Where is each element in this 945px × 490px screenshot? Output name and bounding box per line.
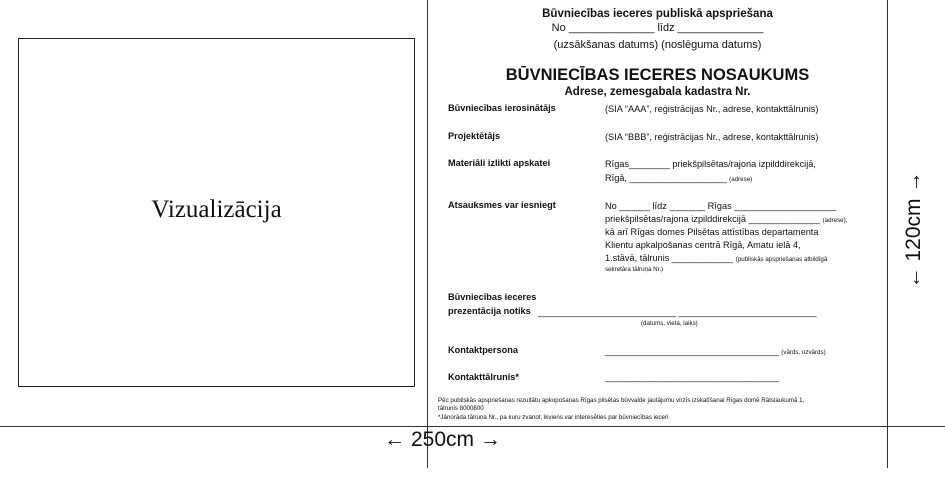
address-subtitle: Adrese, zemesgabala kadastra Nr. [564,86,751,98]
footer-note-1: Pēc publiskās apspriešanas rezultātu apkopošanas Rīgas pilsētas būvvalde jautājumu virzīs izskatīšanai Rīgas domē Rātslaukumā 1, [438,397,805,404]
feedback-line1: No ______ līdz _______ Rīgas ____________________ [605,201,837,211]
presentation-label-1: Būvniecības ieceres [448,292,537,302]
contact-person-line [605,345,826,358]
feedback-label: Atsauksmes var iesniegt [448,200,556,210]
materials-line1: Rīgas________ priekšpilsētas/rajona izpilddirekcijā, [605,159,816,169]
header-title: Būvniecības ieceres publiskā apspriešana [542,8,773,20]
footer-note-3: *Jānorāda tālruņa Nr., pa kuru zvanot, ikviens var interesēties par būvniecības ieceri [438,414,669,421]
visualization-label: Vizualizācija [151,196,282,223]
contact-person-note: (vārds, uzvārds) [781,349,826,356]
initiator-value: (SIA “AAA”, reģistrācijas Nr., adrese, kontakttālrunis) [605,104,819,114]
center-divider [427,0,428,468]
feedback-line6-note: sekretāra tālruņa Nr.) [605,266,664,273]
designer-value: (SIA “BBB”, reģistrācijas Nr., adrese, kontakttālrunis) [605,132,819,142]
designer-label: Projektētājs [448,131,501,141]
feedback-line5-text: 1.stāvā, tālrunis ____________ [605,253,734,263]
bottom-border [0,426,945,427]
feedback-line5 [605,252,827,265]
width-dimension-label: ← 250cm → [384,428,501,451]
feedback-line2-text: priekšpilsētas/rajona izpilddirekcijā ______________ [605,214,821,224]
feedback-line2-note: (adrese), [822,217,848,224]
feedback-line5-note: (publiskās apspriešanas atbildīgā [735,256,828,263]
height-dimension-label: ← 120cm → [902,171,925,289]
project-name-title: BŪVNIECĪBAS IECERES NOSAUKUMS [505,66,810,84]
materials-label: Materiāli izlikti apskatei [448,158,551,168]
height-dimension [896,30,932,430]
materials-address-line: Rīgā, ___________________ [605,173,727,183]
right-border [887,0,888,468]
contact-person-blank: __________________________________ [605,346,779,356]
date-range-caption: (uzsākšanas datums) (noslēguma datums) [553,39,762,51]
feedback-line3: kā arī Rīgas domes Pilsētas attīstības departamenta [605,227,819,237]
footer-note-2: tālrunis 8000800 [438,405,484,412]
initiator-label: Būvniecības ierosinātājs [448,103,556,113]
contact-person-label: Kontaktpersona [448,345,518,355]
contact-phone-line: __________________________________ [605,372,779,382]
presentation-label-2: prezentācija notiks [448,306,531,316]
presentation-line: ___________________________ ___________________________ [538,307,817,317]
presentation-note: (datums, vieta, laiks) [641,320,698,327]
feedback-line2 [605,213,847,226]
materials-address-note: (adrese) [729,176,753,183]
contact-phone-label: Kontakttālrunis* [448,372,519,382]
date-range-line: No ______________ līdz ______________ [551,22,764,34]
materials-line2 [605,172,752,185]
feedback-line4: Klientu apkalpošanas centrā Rīgā, Amatu ielā 4, [605,240,801,250]
